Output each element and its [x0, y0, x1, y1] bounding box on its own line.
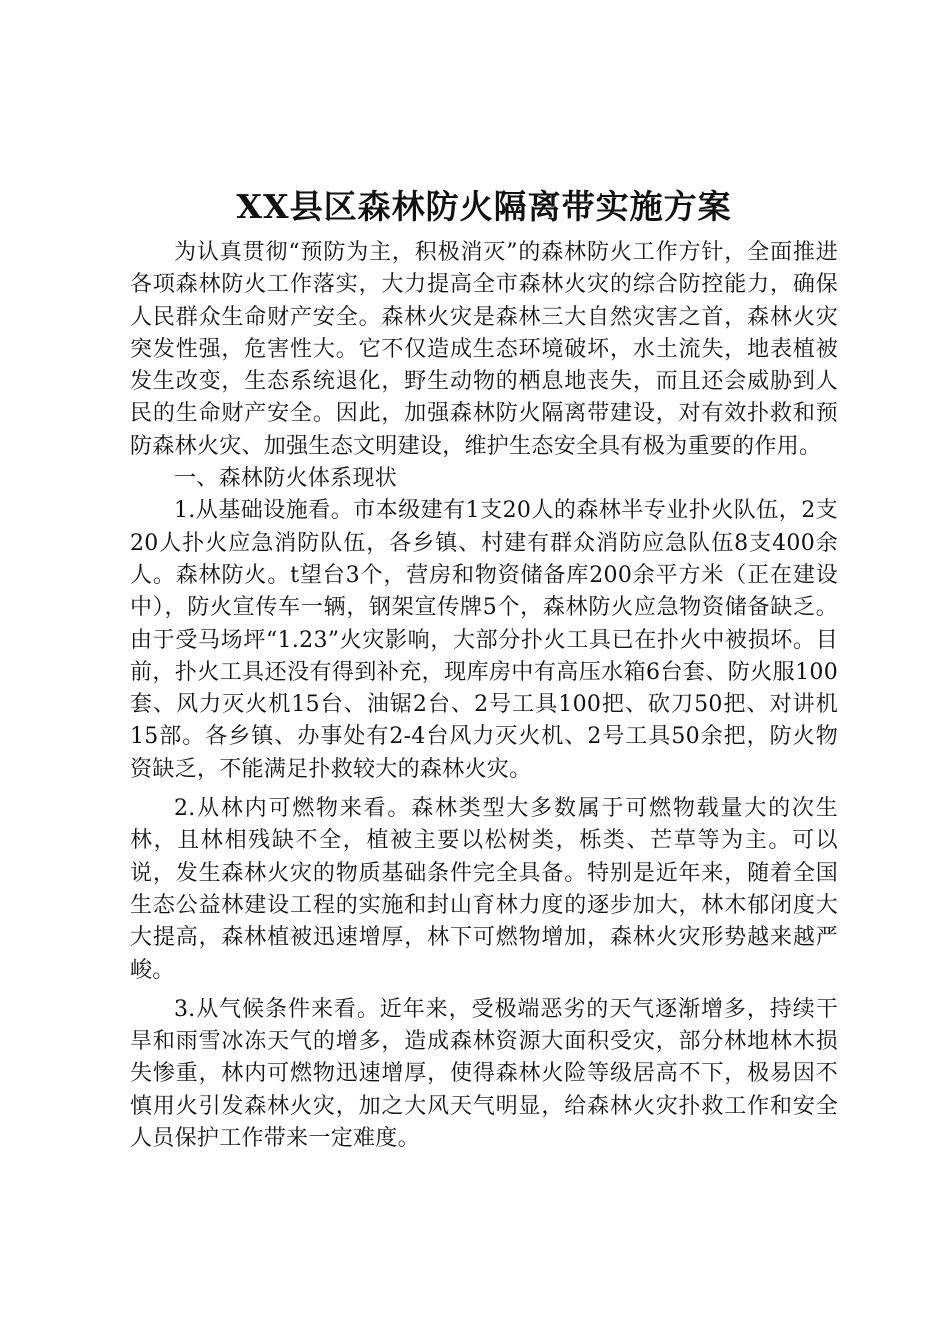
paragraph-item-1: 1.从基础设施看。市本级建有1支20人的森林半专业扑火队伍，2支20人扑火应急消防队伍，各乡镇、村建有群众消防应急队伍8支400余人。森林防火。t望台3个，营房和物资储备库200余平方米（正在建设中），防火宣传车一辆，钢架宣传牌5个，森林防火应急物资储备缺乏。由于受马场坪“1.23”火灾影响，大部分扑火工具已在扑火中被损坏。目前，扑火工具还没有得到补充，现库房中有高压水箱6台套、防火服100套、风力灭火机15台、油锯2台、2号工具100把、砍刀50把、对讲机15部。各乡镇、办事处有2-4台风力灭火机、2号工具50余把，防火物资缺乏，不能满足扑救较大的森林火灾。: [130, 498, 838, 782]
document-page: [130, 183, 838, 1155]
document-title: XX县区森林防火隔离带实施方案: [236, 187, 732, 226]
paragraph-item-2: 2.从林内可燃物来看。森林类型大多数属于可燃物载量大的次生林，且林相残缺不全，植被主要以松树类，栎类、芒草等为主。可以说，发生森林火灾的物质基础条件完全具备。特别是近年来，随着全国生态公益林建设工程的实施和封山育林力度的逐步加大，林木郁闭度大大提高，森林植被迅速增厚，林下可燃物增加，森林火灾形势越来越严峻。: [130, 796, 838, 983]
paragraph-item-3: 3.从气候条件来看。近年来，受极端恶劣的天气逐渐增多，持续干旱和雨雪冰冻天气的增多，造成森林资源大面积受灾，部分林地林木损失惨重，林内可燃物迅速增厚，使得森林火险等级居高不下，极易因不慎用火引发森林火灾，加之大风天气明显，给森林火灾扑救工作和安全人员保护工作带来一定难度。: [130, 996, 838, 1152]
intro-paragraph: 为认真贯彻“预防为主，积极消灭”的森林防火工作方针，全面推进各项森林防火工作落实，大力提高全市森林火灾的综合防控能力，确保人民群众生命财产安全。森林火灾是森林三大自然灾害之首，森林火灾突发性强，危害性大。它不仅造成生态环境破坏，水土流失，地表植被发生改变，生态系统退化，野生动物的栖息地丧失，而且还会威胁到人民的生命财产安全。因此，加强森林防火隔离带建设，对有效扑救和预防森林火灾、加强生态文明建设，维护生态安全具有极为重要的作用。: [130, 240, 838, 459]
section-heading-1: 一、森林防火体系现状: [174, 466, 398, 492]
